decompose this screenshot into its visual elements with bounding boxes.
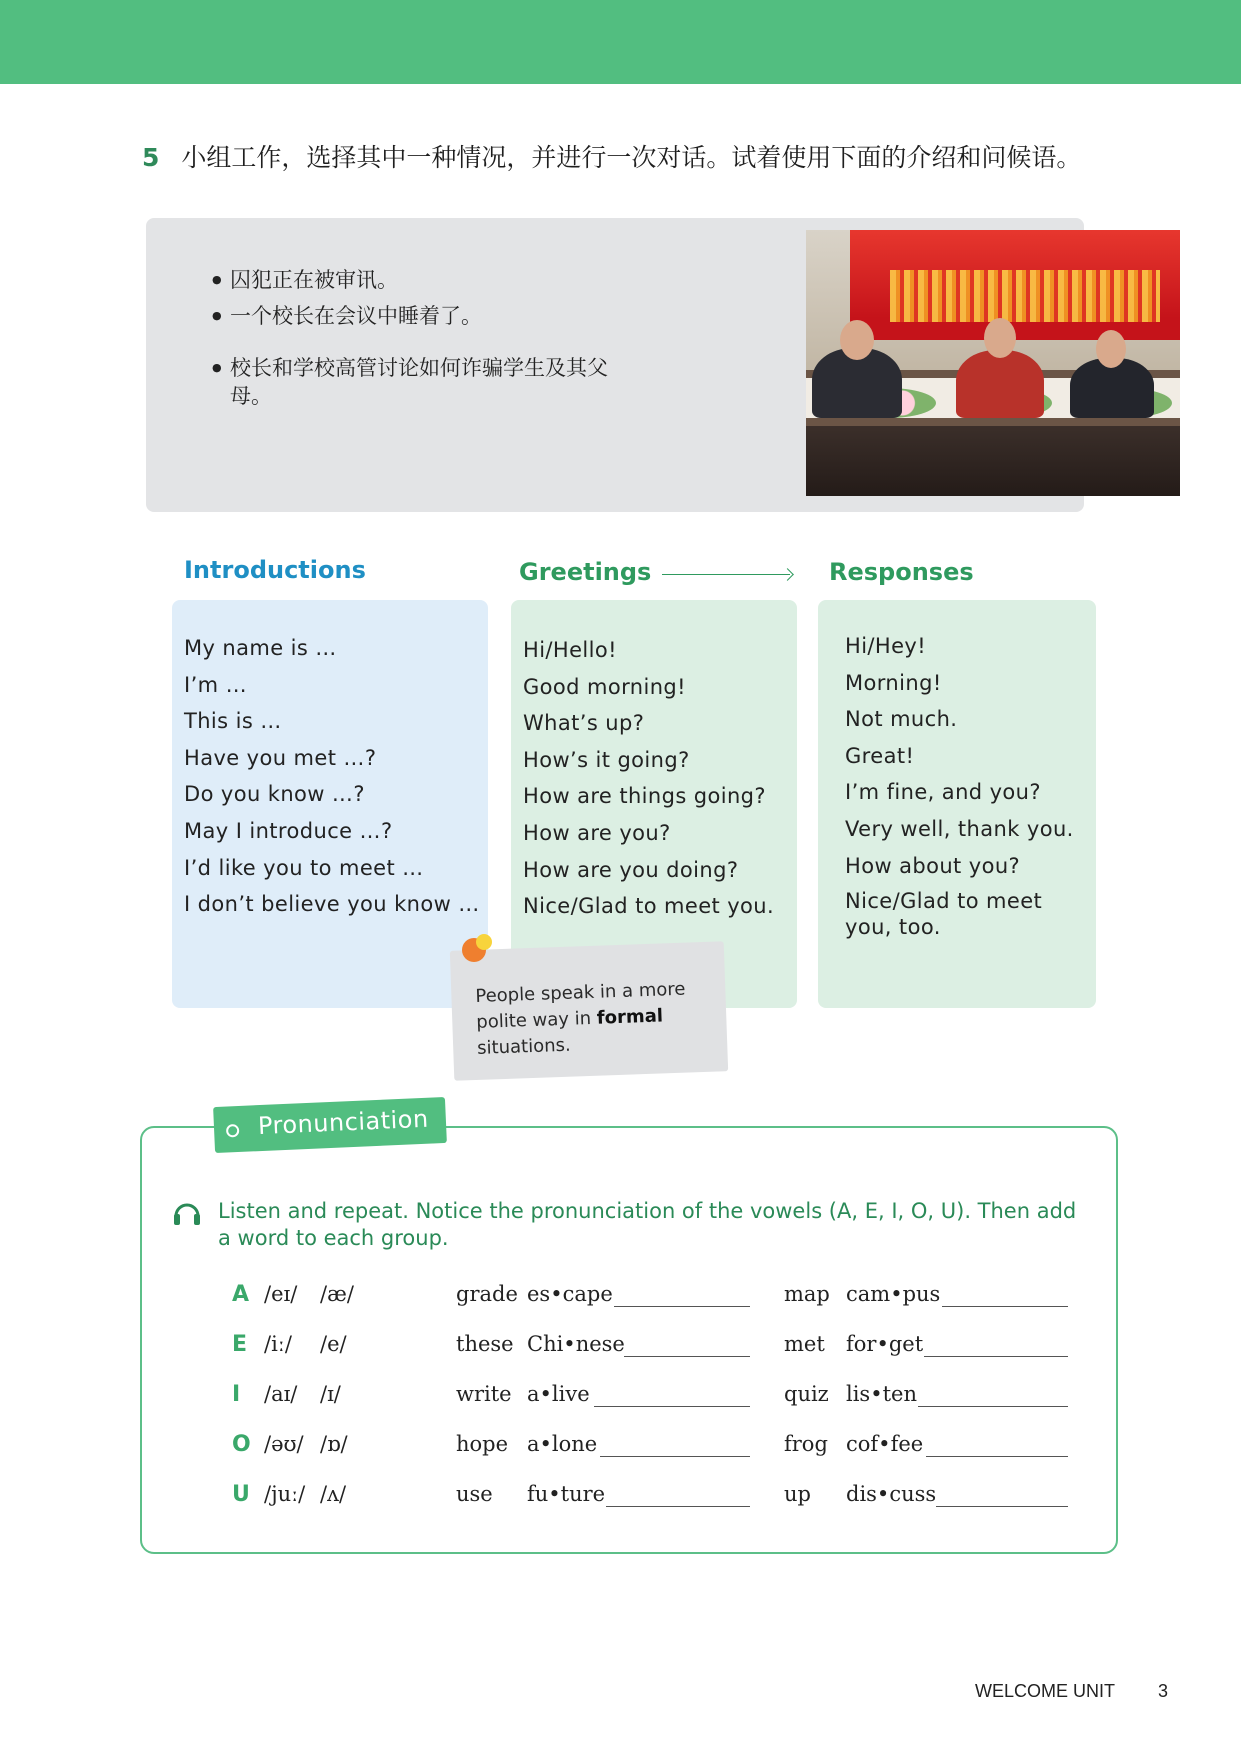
- pin-highlight-icon: [476, 934, 492, 950]
- example-word: dis•cuss: [846, 1482, 937, 1506]
- arrow-icon: [662, 574, 790, 575]
- list-item: I’d like you to meet …: [184, 855, 424, 880]
- circle-icon: [226, 1124, 240, 1138]
- answer-blank[interactable]: [594, 1406, 750, 1407]
- example-word: cam•pus: [846, 1282, 941, 1306]
- vowel-letter: A: [232, 1282, 250, 1307]
- list-item: Morning!: [845, 670, 942, 695]
- vowel-letter: E: [232, 1332, 248, 1357]
- list-item: Nice/Glad to meet you.: [523, 894, 775, 919]
- introductions-box: [172, 600, 488, 1008]
- example-word: these: [456, 1332, 514, 1356]
- example-word: use: [456, 1482, 493, 1506]
- phoneme-2: /ʌ/: [320, 1482, 347, 1506]
- phoneme-2: /æ/: [320, 1282, 354, 1306]
- introductions-heading: Introductions: [184, 556, 366, 584]
- example-word: frog: [784, 1432, 828, 1456]
- answer-blank[interactable]: [600, 1456, 750, 1457]
- meeting-photo: [806, 230, 1180, 496]
- task-number: 5: [142, 143, 160, 172]
- example-word: lis•ten: [846, 1382, 917, 1406]
- scenario-item: ● 囚犯正在被审讯。: [216, 266, 636, 294]
- phoneme-2: /ɪ/: [320, 1382, 341, 1406]
- example-word: hope: [456, 1432, 509, 1456]
- example-word: es•cape: [527, 1282, 613, 1306]
- scenario-item: ● 校长和学校高管讨论如何诈骗学生及其父母。: [216, 354, 636, 410]
- scenario-panel: [146, 218, 1084, 512]
- list-item: How are you?: [523, 820, 671, 845]
- list-item: Good morning!: [523, 674, 686, 699]
- unit-label: WELCOME UNIT: [975, 1681, 1116, 1701]
- list-item: How about you?: [845, 853, 1021, 878]
- list-item: Do you know …?: [184, 782, 365, 807]
- list-item: Very well, thank you.: [845, 816, 1074, 841]
- scenario-list: [216, 266, 636, 418]
- phoneme-1: /juː/: [264, 1482, 306, 1506]
- responses-box: [818, 600, 1096, 1008]
- example-word: a•lone: [527, 1432, 598, 1456]
- answer-blank[interactable]: [926, 1456, 1068, 1457]
- answer-blank[interactable]: [936, 1506, 1068, 1507]
- vowel-letter: U: [232, 1482, 250, 1507]
- vowel-row: [0, 1332, 1241, 1368]
- list-item: Hi/Hello!: [523, 638, 617, 662]
- example-word: grade: [456, 1282, 518, 1306]
- responses-heading: Responses: [829, 558, 974, 586]
- answer-blank[interactable]: [918, 1406, 1068, 1407]
- page-number: 3: [1158, 1681, 1169, 1701]
- introductions-list: [184, 634, 480, 927]
- example-word: up: [784, 1482, 811, 1506]
- answer-blank[interactable]: [614, 1306, 750, 1307]
- vowel-row: [0, 1282, 1241, 1318]
- top-banner: [0, 0, 1241, 84]
- responses-list: [845, 632, 1095, 940]
- example-word: for•get: [846, 1332, 924, 1356]
- example-word: quiz: [784, 1382, 829, 1406]
- answer-blank[interactable]: [942, 1306, 1068, 1307]
- greetings-heading: Greetings: [519, 558, 652, 586]
- vowel-row: [0, 1482, 1241, 1518]
- list-item: How are you doing?: [523, 857, 739, 882]
- list-item: Have you met …?: [184, 745, 377, 770]
- phoneme-1: /iː/: [264, 1332, 292, 1356]
- list-item: May I introduce …?: [184, 818, 393, 843]
- answer-blank[interactable]: [606, 1506, 750, 1507]
- example-word: fu•ture: [527, 1482, 606, 1506]
- example-word: write: [456, 1382, 512, 1406]
- vowel-letter: O: [232, 1432, 251, 1457]
- list-item: My name is …: [184, 636, 337, 660]
- list-item: Great!: [845, 743, 915, 768]
- example-word: met: [784, 1332, 825, 1356]
- phoneme-2: /ɒ/: [320, 1432, 348, 1456]
- answer-blank[interactable]: [624, 1356, 750, 1357]
- phoneme-1: /aɪ/: [264, 1382, 298, 1406]
- note-text: People speak in a more polite way in formal situations.: [475, 978, 686, 1059]
- list-item: Nice/Glad to meet you, too.: [845, 889, 1043, 940]
- task-instruction: [142, 138, 1081, 174]
- example-word: map: [784, 1282, 830, 1306]
- list-item: How are things going?: [523, 784, 766, 809]
- pronunciation-instruction: Listen and repeat. Notice the pronunciation of the vowels (A, E, I, O, U). Then add a word to each group.: [218, 1199, 1077, 1250]
- list-item: How’s it going?: [523, 747, 690, 772]
- list-item: I’m fine, and you?: [845, 780, 1041, 805]
- phoneme-1: /eɪ/: [264, 1282, 298, 1306]
- list-item: I don’t believe you know …: [184, 892, 480, 917]
- phoneme-2: /e/: [320, 1332, 347, 1356]
- scenario-item: ● 一个校长在会议中睡着了。: [216, 302, 636, 330]
- vowel-row: [0, 1382, 1241, 1418]
- sticky-note: [450, 941, 728, 1080]
- note-bold-word: formal: [596, 1005, 664, 1029]
- vowel-row: [0, 1432, 1241, 1468]
- example-word: a•live: [527, 1382, 590, 1406]
- answer-blank[interactable]: [924, 1356, 1068, 1357]
- list-item: Hi/Hey!: [845, 634, 927, 658]
- vowel-letter: I: [232, 1382, 241, 1407]
- list-item: This is …: [184, 709, 282, 734]
- headphones-icon: [172, 1198, 202, 1228]
- list-item: I’m …: [184, 672, 248, 697]
- example-word: Chi•nese: [527, 1332, 625, 1356]
- greetings-list: [523, 636, 774, 929]
- phoneme-1: /əʊ/: [264, 1432, 304, 1456]
- list-item: What’s up?: [523, 711, 645, 736]
- list-item: Not much.: [845, 707, 958, 732]
- example-word: cof•fee: [846, 1432, 924, 1456]
- pronunciation-tab-label: Pronunciation: [257, 1104, 430, 1141]
- task-text: 小组工作，选择其中一种情况，并进行一次对话。试着使用下面的介绍和问候语。: [181, 143, 1082, 172]
